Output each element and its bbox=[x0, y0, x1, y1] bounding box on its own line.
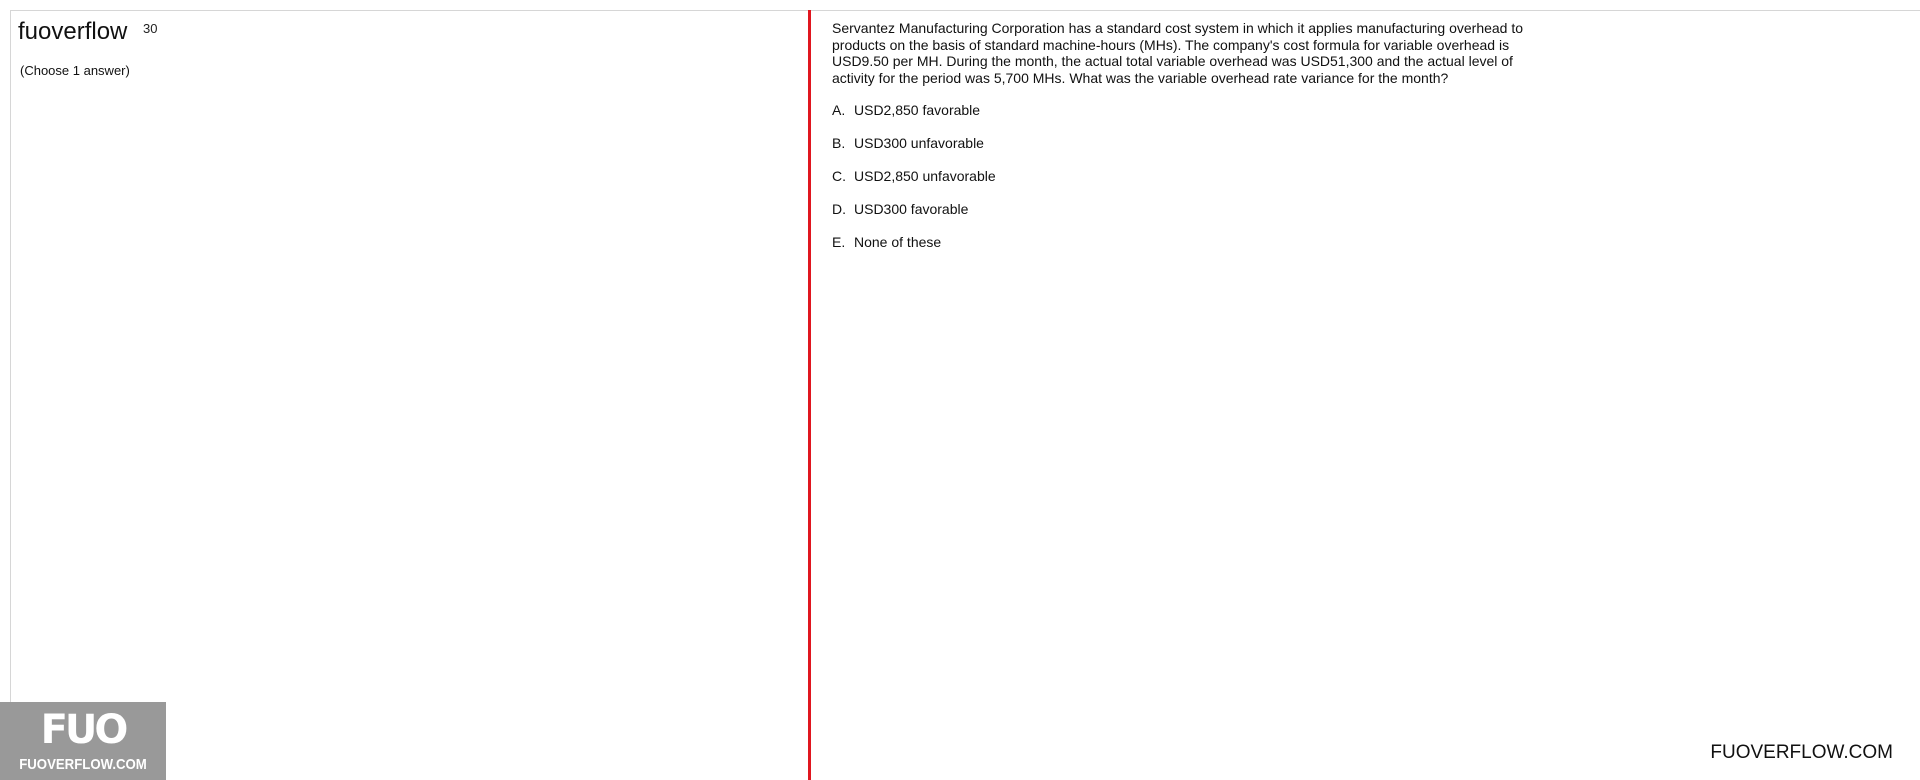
question-number: 30 bbox=[143, 21, 158, 36]
question-text: Servantez Manufacturing Corporation has a standard cost system in which it applies manufacturing overhead to products on the basis of standard machine-hours (MHs). The company's cost formula for variable overhead is USD9.50 per MH. During the month, the actual total variable overhead was USD51,300 and the actual level of activity for the period was 5,700 MHs. What was the variable overhead rate variance for the month? bbox=[832, 20, 1524, 86]
question-pane bbox=[832, 20, 1552, 267]
answer-letter: C. bbox=[832, 168, 846, 184]
footer-site-label: FUOVERFLOW.COM bbox=[1710, 742, 1893, 763]
left-pane bbox=[11, 11, 808, 780]
fuo-logo-icon: FUO bbox=[40, 707, 126, 753]
answer-text: USD300 unfavorable bbox=[854, 135, 984, 151]
watermark-logo bbox=[0, 702, 166, 780]
answer-letter: D. bbox=[832, 201, 846, 217]
answer-text: None of these bbox=[854, 234, 942, 250]
answer-letter: E. bbox=[832, 234, 846, 250]
answer-text: USD2,850 favorable bbox=[854, 102, 981, 118]
answer-text: USD2,850 unfavorable bbox=[854, 168, 996, 184]
choose-instruction: (Choose 1 answer) bbox=[20, 63, 130, 78]
answer-letter: B. bbox=[832, 135, 846, 151]
answer-option-e[interactable] bbox=[832, 234, 1552, 251]
brand-label: fuoverflow bbox=[11, 11, 140, 47]
answer-option-c[interactable] bbox=[832, 168, 1552, 185]
pane-divider[interactable] bbox=[808, 10, 811, 780]
answer-option-d[interactable] bbox=[832, 201, 1552, 218]
answer-letter: A. bbox=[832, 102, 846, 118]
logo-site-text: FUOVERFLOW.COM bbox=[19, 756, 147, 773]
answer-text: USD300 favorable bbox=[854, 201, 969, 217]
answer-option-a[interactable] bbox=[832, 102, 1552, 119]
answer-list bbox=[832, 102, 1552, 251]
answer-option-b[interactable] bbox=[832, 135, 1552, 152]
